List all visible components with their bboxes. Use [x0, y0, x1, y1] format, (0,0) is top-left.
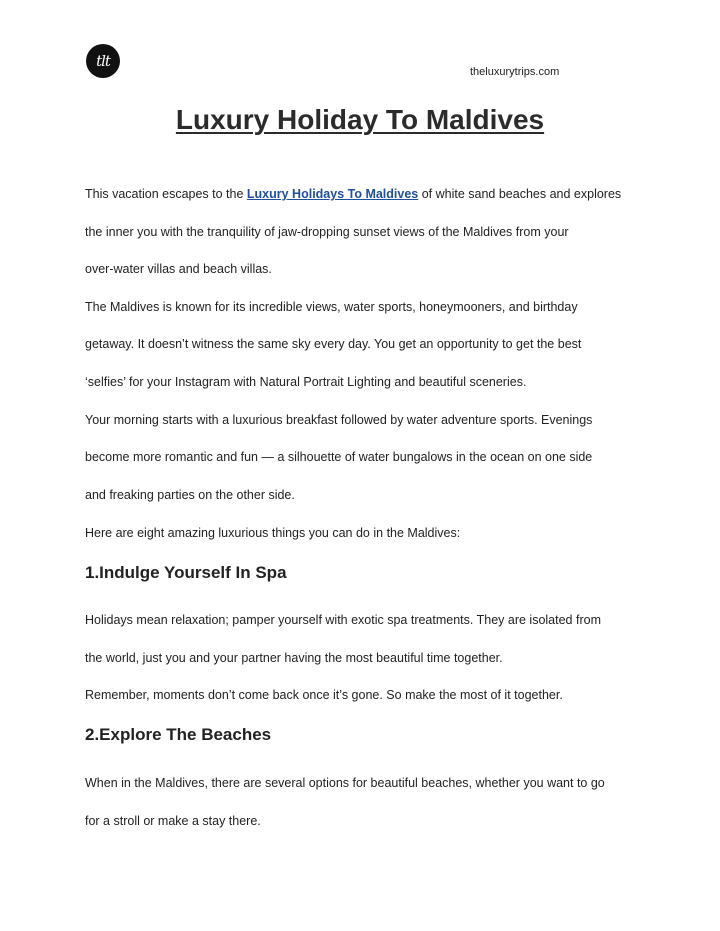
- para3-line-1: Your morning starts with a luxurious breakfast followed by water adventure sports. Evenings: [85, 413, 593, 427]
- page-title: Luxury Holiday To Maldives: [175, 104, 545, 135]
- section1-line-1: Holidays mean relaxation; pamper yourself with exotic spa treatments. They are isolated from: [85, 613, 601, 627]
- section2-line-1: When in the Maldives, there are several options for beautiful beaches, whether you want to go: [85, 776, 605, 790]
- luxury-holidays-link[interactable]: Luxury Holidays To Maldives: [246, 187, 419, 201]
- section-heading-spa: 1.Indulge Yourself In Spa: [85, 563, 287, 582]
- para2-line-1: The Maldives is known for its incredible views, water sports, honeymooners, and birthday: [85, 300, 578, 314]
- brand-logo: [86, 44, 120, 78]
- para4-line: Here are eight amazing luxurious things you can do in the Maldives:: [85, 526, 461, 540]
- intro-text-after: of white sand beaches and explores: [418, 187, 622, 201]
- intro-line-3: over-water villas and beach villas.: [85, 262, 272, 276]
- section1-line-2: the world, just you and your partner having the most beautiful time together.: [85, 651, 503, 665]
- section2-line-2: for a stroll or make a stay there.: [85, 814, 261, 828]
- intro-line-1: [85, 187, 621, 201]
- para3-line-3: and freaking parties on the other side.: [85, 488, 295, 502]
- section-heading-beaches: 2.Explore The Beaches: [85, 725, 272, 744]
- para2-line-2: getaway. It doesn’t witness the same sky every day. You get an opportunity to get the best: [85, 337, 582, 351]
- site-url: theluxurytrips.com: [470, 66, 560, 78]
- logo-text: tlt: [96, 52, 110, 70]
- section1-line-3: Remember, moments don’t come back once it’s gone. So make the most of it together.: [85, 688, 563, 702]
- intro-text-before: This vacation escapes to the: [85, 187, 247, 201]
- intro-line-2: the inner you with the tranquility of jaw-dropping sunset views of the Maldives from your: [85, 225, 569, 239]
- para2-line-3: ‘selfies’ for your Instagram with Natural Portrait Lighting and beautiful sceneries.: [85, 375, 527, 389]
- para3-line-2: become more romantic and fun — a silhouette of water bungalows in the ocean on one side: [85, 450, 593, 464]
